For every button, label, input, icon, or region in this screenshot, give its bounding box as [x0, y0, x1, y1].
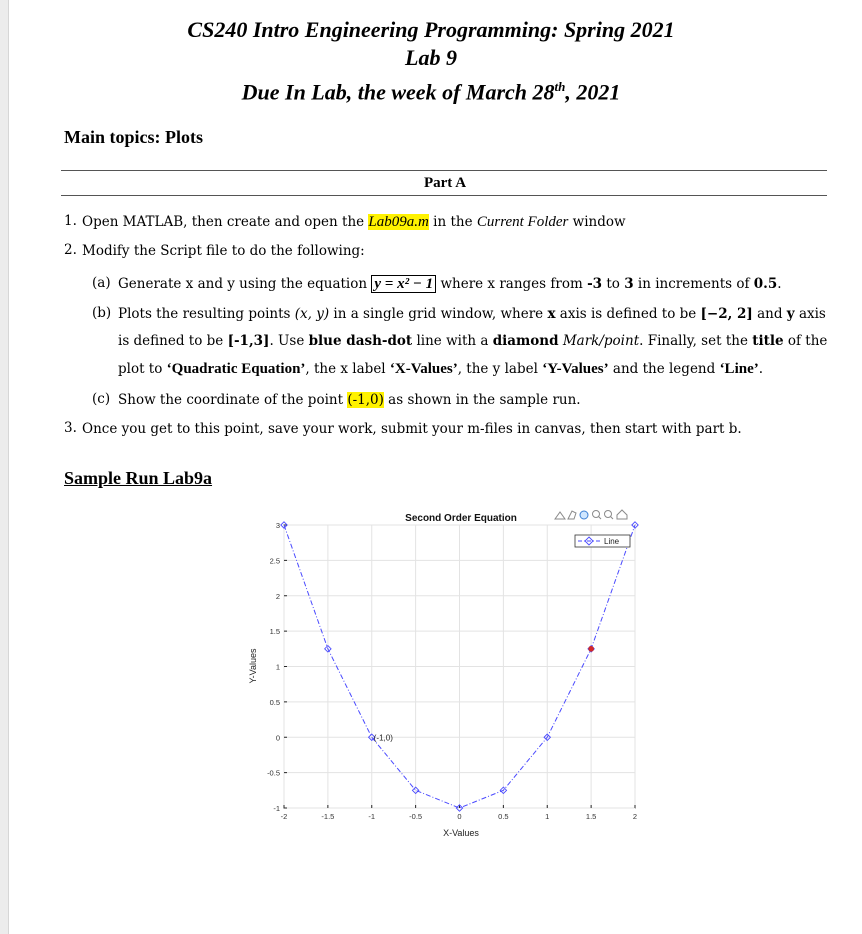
due-date — [0, 74, 862, 105]
step-b-line-2 — [118, 331, 827, 351]
step-c — [118, 390, 581, 410]
step-b3-text-b: , the x label — [305, 361, 390, 377]
title-word: title — [752, 333, 784, 349]
legend-label-text: ‘Line’ — [719, 361, 759, 377]
divider-top — [61, 170, 827, 171]
y-tick-label: 0.5 — [269, 697, 280, 707]
step-b-text-a: Plots the resulting points — [118, 306, 295, 322]
step-a-text-e: . — [777, 276, 782, 292]
x-axis-label: X-Values — [443, 828, 479, 838]
step-b-line-3 — [118, 359, 763, 379]
x-tick-label: 1 — [545, 812, 550, 821]
step-1 — [82, 212, 626, 232]
step-b2-text-a: is defined to be — [118, 333, 228, 349]
x-tick-label: -1 — [368, 812, 376, 821]
step-b2-text-b: . Use — [269, 333, 309, 349]
step-2-number: 2. — [64, 242, 77, 258]
divider-bottom — [61, 195, 827, 196]
current-folder-text: Current Folder — [476, 214, 569, 230]
y-range: [-1,3] — [227, 333, 270, 349]
step-a-text-c: to — [602, 276, 625, 292]
step-3-number: 3. — [64, 420, 77, 436]
step-b-text-c: axis is defined to be — [555, 306, 701, 322]
y-label-text: ‘Y-Values’ — [542, 361, 609, 377]
lab-number: Lab 9 — [405, 45, 457, 70]
sample-run-heading: Sample Run Lab9a — [64, 468, 213, 488]
step-a-text-d: in increments of — [633, 276, 754, 292]
y-tick-label: 2.5 — [269, 556, 280, 566]
x-tick-label: -0.5 — [409, 812, 423, 821]
legend — [575, 535, 630, 547]
equation-box: y = x² − 1 — [371, 275, 436, 293]
step-b3-text-e: . — [758, 361, 764, 377]
x-tick-label: 1.5 — [585, 812, 597, 821]
sample-plot — [232, 505, 662, 845]
coordinate-highlight: (-1,0) — [347, 392, 384, 408]
range-to: 3 — [624, 276, 634, 292]
step-a-number: (a) — [92, 275, 111, 291]
y-tick-label: 0 — [275, 733, 280, 743]
step-b3-text-c: , the y label — [457, 361, 543, 377]
x-tick-label: 0 — [457, 812, 462, 821]
y-var: y — [786, 306, 795, 322]
step-b2-text-c: line with a — [412, 333, 493, 349]
chart-title: Second Order Equation — [405, 513, 517, 524]
due-year: , 2021 — [565, 79, 621, 105]
x-tick-label: 2 — [632, 812, 638, 821]
point-notation: (x, y) — [294, 306, 330, 322]
step-b3-text-a: plot to — [118, 361, 167, 377]
quadratic-equation-label: ‘Quadratic Equation’ — [166, 361, 306, 377]
x-tick-label: -1.5 — [321, 812, 335, 821]
highlight-point — [589, 646, 594, 651]
range-from: -3 — [587, 276, 603, 292]
page-margin-rail — [0, 0, 9, 934]
point-annotation: (-1,0) — [373, 733, 393, 743]
step-b-text-b: in a single grid window, where — [329, 306, 548, 322]
main-topics: Main topics: Plots — [64, 127, 203, 147]
step-1-number: 1. — [64, 213, 77, 229]
step-2: Modify the Script file to do the following: — [82, 243, 365, 259]
step-b3-text-d: and the legend — [608, 361, 720, 377]
step-a-text-b: where x ranges from — [436, 276, 588, 292]
step-1-text-a: Open MATLAB, then create and open the — [82, 214, 369, 230]
marker-type: diamond — [492, 333, 559, 349]
step-b-text-e: axis — [794, 306, 826, 322]
step-b2-text-e: . Finally, set the — [639, 333, 753, 349]
y-tick-label: -1 — [273, 804, 280, 813]
step-1-text-b: in the — [428, 214, 477, 230]
step-c-text-b: as shown in the sample run. — [383, 392, 581, 408]
step-3: Once you get to this point, save your work, submit your m-files in canvas, then start with part b. — [82, 421, 742, 437]
y-tick-label: -0.5 — [267, 768, 280, 778]
y-tick-label: 3 — [275, 521, 280, 530]
x-tick-label: -2 — [280, 812, 288, 821]
step-c-number: (c) — [92, 391, 111, 407]
x-tick-label: 0.5 — [498, 812, 509, 821]
step-a-text-a: Generate x and y using the equation — [118, 276, 372, 292]
step-1-text-c: window — [568, 214, 626, 230]
step-a — [118, 274, 782, 294]
part-a-heading: Part A — [423, 175, 467, 191]
page-title: CS240 Intro Engineering Programming: Spring 2021 — [187, 17, 675, 42]
line-style: blue dash-dot — [308, 333, 413, 349]
legend-box — [575, 535, 630, 547]
y-tick-label: 1.5 — [269, 627, 280, 637]
step-b-line-1 — [118, 304, 826, 324]
increment: 0.5 — [753, 276, 778, 292]
y-tick-label: 2 — [275, 591, 280, 601]
file-name-highlight: Lab09a.m — [368, 214, 429, 230]
due-text: Due In Lab, the week of March 28 — [241, 79, 555, 105]
y-tick-label: 1 — [275, 662, 280, 672]
step-b2-text-f: of the — [783, 333, 828, 349]
step-c-text-a: Show the coordinate of the point — [118, 392, 348, 408]
x-range: [−2, 2] — [700, 306, 753, 322]
x-var: x — [547, 306, 556, 322]
step-b-number: (b) — [92, 305, 112, 321]
step-b-text-d: and — [752, 306, 787, 322]
legend-entry: Line — [604, 537, 620, 546]
x-label-text: ‘X-Values’ — [389, 361, 458, 377]
pan-icon[interactable] — [580, 511, 588, 519]
due-sup: th — [554, 79, 566, 94]
y-axis-label: Y-Values — [248, 648, 258, 684]
mark-point-text: Mark/point — [562, 333, 640, 349]
